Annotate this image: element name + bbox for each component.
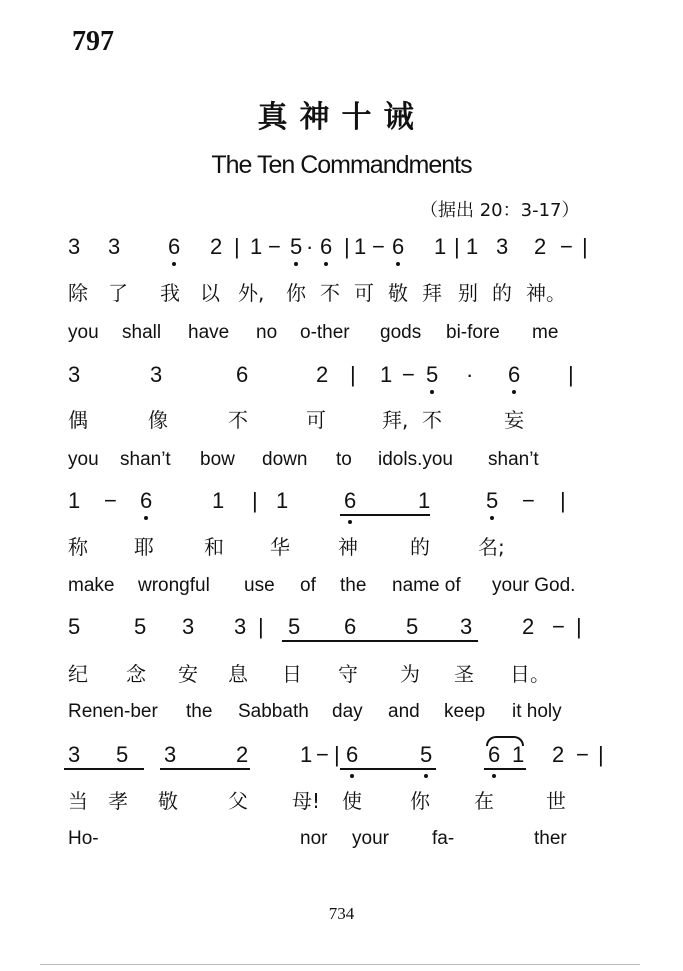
lyric-char: 你 (286, 281, 306, 305)
note: 6 (508, 362, 521, 387)
note: 1 (300, 742, 313, 767)
lyric-char: 除 (68, 281, 88, 305)
lyric-word: shall (122, 322, 162, 343)
barline: | (344, 234, 350, 259)
lyric-char: 念 (126, 662, 146, 686)
lyric-char: 的 (492, 281, 512, 305)
lyric-char: 名; (478, 535, 505, 559)
lyric-char: 像 (148, 408, 168, 432)
lyric-char: 称 (68, 535, 88, 559)
barline: | (252, 488, 258, 513)
note: 6 (344, 488, 357, 513)
lyric-char: 偶 (68, 408, 88, 432)
lyric-char: 父 (228, 789, 248, 813)
lyric-char: 可 (306, 408, 326, 432)
lyric-word: Renen-ber (68, 701, 158, 722)
lyric-char: 神。 (526, 281, 566, 305)
note: − (104, 488, 117, 513)
lyric-char: 当 (68, 789, 88, 813)
lower-octave-dot (348, 520, 352, 524)
lyric-char: 不 (320, 281, 340, 305)
lyric-char: 不 (228, 408, 248, 432)
lower-octave-dot (430, 390, 434, 394)
note: 3 (164, 742, 177, 767)
lyric-char: 拜 (422, 281, 442, 305)
note: 1 (380, 362, 393, 387)
lyric-char: 妄 (504, 408, 524, 432)
note: 1 (434, 234, 447, 259)
lyric-word: down (262, 449, 308, 470)
lyric-word: it holy (512, 701, 562, 722)
note: 6 (488, 742, 501, 767)
lyric-char: 耶 (134, 535, 154, 559)
eighth-note-beam (64, 768, 144, 770)
lower-octave-dot (490, 516, 494, 520)
note: 2 (210, 234, 223, 259)
eighth-note-beam (484, 768, 526, 770)
lyric-word: and (388, 701, 420, 722)
barline: | (234, 234, 240, 259)
eighth-note-beam (340, 514, 430, 516)
lower-octave-dot (350, 774, 354, 778)
lyric-word: your (352, 828, 389, 849)
note: 3 (68, 234, 81, 259)
note: 1 (276, 488, 289, 513)
note: 5 (116, 742, 129, 767)
barline: | (576, 614, 582, 639)
lower-octave-dot (492, 774, 496, 778)
lyric-word: name of (392, 575, 461, 596)
barline: | (258, 614, 264, 639)
note: 3 (234, 614, 247, 639)
lower-octave-dot (396, 262, 400, 266)
lyrics-cn-line-4 (0, 658, 683, 686)
lyric-word: Sabbath (238, 701, 309, 722)
lyric-word: bi-fore (446, 322, 500, 343)
lyric-char: 日。 (510, 662, 550, 686)
lyric-char: 我 (160, 281, 180, 305)
lyric-char: 你 (410, 789, 430, 813)
note: 5 (288, 614, 301, 639)
barline: | (598, 742, 604, 767)
note: − (372, 234, 385, 259)
lyrics-en-line-3 (0, 575, 683, 601)
lower-octave-dot (424, 774, 428, 778)
lyric-char: 为 (400, 662, 420, 686)
hymn-title-chinese: 真神十诫 (257, 100, 426, 135)
lyrics-en-line-5 (0, 828, 683, 854)
note: 5 (420, 742, 433, 767)
note: 2 (552, 742, 565, 767)
lyric-word: idols.you (378, 449, 453, 470)
barline: | (454, 234, 460, 259)
note: − (522, 488, 535, 513)
note: 5 (406, 614, 419, 639)
lyric-word: shan’t (488, 449, 539, 470)
lyric-word: use (244, 575, 275, 596)
lyric-char: 使 (342, 789, 362, 813)
lyrics-cn-line-3 (0, 531, 683, 559)
note: 5 (426, 362, 439, 387)
lyric-word: of (300, 575, 316, 596)
lyric-char: 别 (458, 281, 478, 305)
slur-mark (486, 736, 524, 746)
hymn-number: 797 (72, 26, 114, 57)
lower-octave-dot (324, 262, 328, 266)
lower-octave-dot (172, 262, 176, 266)
lyric-char: 安 (178, 662, 198, 686)
lyric-char: 息 (228, 662, 248, 686)
lyric-word: you (68, 449, 99, 470)
lyric-word: have (188, 322, 230, 343)
note: 5 (290, 234, 303, 259)
note: 1 (354, 234, 367, 259)
lyric-word: no (256, 322, 278, 343)
lyric-char: 神 (338, 535, 358, 559)
notation-line-1 (0, 234, 683, 264)
note: 1 (250, 234, 263, 259)
note: 2 (522, 614, 535, 639)
lyric-char: 了 (108, 281, 128, 305)
lyric-word: o-ther (300, 322, 350, 343)
hymn-title-english: The Ten Commandments (211, 151, 472, 179)
lyric-word: to (336, 449, 352, 470)
note: 2 (316, 362, 329, 387)
lyric-word: gods (380, 322, 422, 343)
note: 2 (236, 742, 249, 767)
lyric-word: keep (444, 701, 486, 722)
lyric-word: Ho- (68, 828, 99, 849)
note: 6 (140, 488, 153, 513)
lyric-char: 可 (354, 281, 374, 305)
lyric-char: 日 (282, 662, 302, 686)
lyric-word: ther (534, 828, 567, 849)
lyric-char: 纪 (68, 662, 88, 686)
lyric-word: me (532, 322, 559, 343)
lyric-char: 世 (546, 789, 566, 813)
note: 1 (466, 234, 479, 259)
lyric-word: the (186, 701, 213, 722)
barline: | (560, 488, 566, 513)
lyric-char: 圣 (454, 662, 474, 686)
lyric-word: wrongful (138, 575, 210, 596)
note: 1 (212, 488, 225, 513)
note: − (268, 234, 281, 259)
notation-line-2 (0, 362, 683, 392)
barline: | (334, 742, 340, 767)
lyric-word: you (68, 322, 99, 343)
note: 3 (150, 362, 163, 387)
eighth-note-beam (160, 768, 250, 770)
note: 6 (168, 234, 181, 259)
note: − (552, 614, 565, 639)
note: 3 (108, 234, 121, 259)
note: 6 (344, 614, 357, 639)
note: 1 (68, 488, 81, 513)
lyric-char: 以 (200, 281, 220, 305)
lyric-word: the (340, 575, 367, 596)
eighth-note-beam (340, 768, 436, 770)
lyric-char: 敬 (388, 281, 408, 305)
note: 3 (496, 234, 509, 259)
note: − (576, 742, 589, 767)
note: 1 (512, 742, 525, 767)
note: 3 (460, 614, 473, 639)
note: 1 (418, 488, 431, 513)
lyrics-en-line-2 (0, 449, 683, 475)
note: − (402, 362, 415, 387)
note: − (560, 234, 573, 259)
lyrics-cn-line-5 (0, 785, 683, 813)
lyric-char: 敬 (158, 789, 178, 813)
scripture-reference: （据出 20：3-17） (420, 200, 580, 221)
note: − (316, 742, 329, 767)
lyric-char: 和 (204, 535, 224, 559)
lyric-word: your God. (492, 575, 576, 596)
lyric-word: bow (200, 449, 235, 470)
lyrics-en-line-4 (0, 701, 683, 727)
note: · (466, 362, 474, 387)
page-number: 734 (328, 904, 355, 923)
lyric-word: nor (300, 828, 328, 849)
note: 6 (320, 234, 333, 259)
lyric-char: 在 (474, 789, 494, 813)
barline: | (582, 234, 588, 259)
note: 6 (346, 742, 359, 767)
bottom-rule (40, 964, 640, 965)
note: 5 (68, 614, 81, 639)
note: 3 (182, 614, 195, 639)
lyrics-cn-line-2 (0, 404, 683, 432)
lyric-char: 守 (338, 662, 358, 686)
lyric-word: make (68, 575, 115, 596)
lyric-char: 不 (422, 408, 442, 432)
lyrics-en-line-1 (0, 322, 683, 348)
lyric-char: 华 (270, 535, 290, 559)
lower-octave-dot (144, 516, 148, 520)
lyric-char: 外, (238, 281, 265, 305)
note: 3 (68, 742, 81, 767)
lower-octave-dot (512, 390, 516, 394)
barline: | (350, 362, 356, 387)
barline: | (568, 362, 574, 387)
lyric-word: day (332, 701, 363, 722)
note: 6 (236, 362, 249, 387)
lyric-char: 孝 (108, 789, 128, 813)
note: 5 (134, 614, 147, 639)
note: 5 (486, 488, 499, 513)
note: · (306, 234, 314, 259)
eighth-note-beam (282, 640, 478, 642)
lower-octave-dot (294, 262, 298, 266)
lyric-char: 的 (410, 535, 430, 559)
lyric-word: fa- (432, 828, 455, 849)
lyric-word: shan’t (120, 449, 171, 470)
lyrics-cn-line-1 (0, 277, 683, 305)
note: 2 (534, 234, 547, 259)
note: 6 (392, 234, 405, 259)
lyric-char: 拜, (382, 408, 409, 432)
lyric-char: 母! (292, 789, 321, 813)
note: 3 (68, 362, 81, 387)
